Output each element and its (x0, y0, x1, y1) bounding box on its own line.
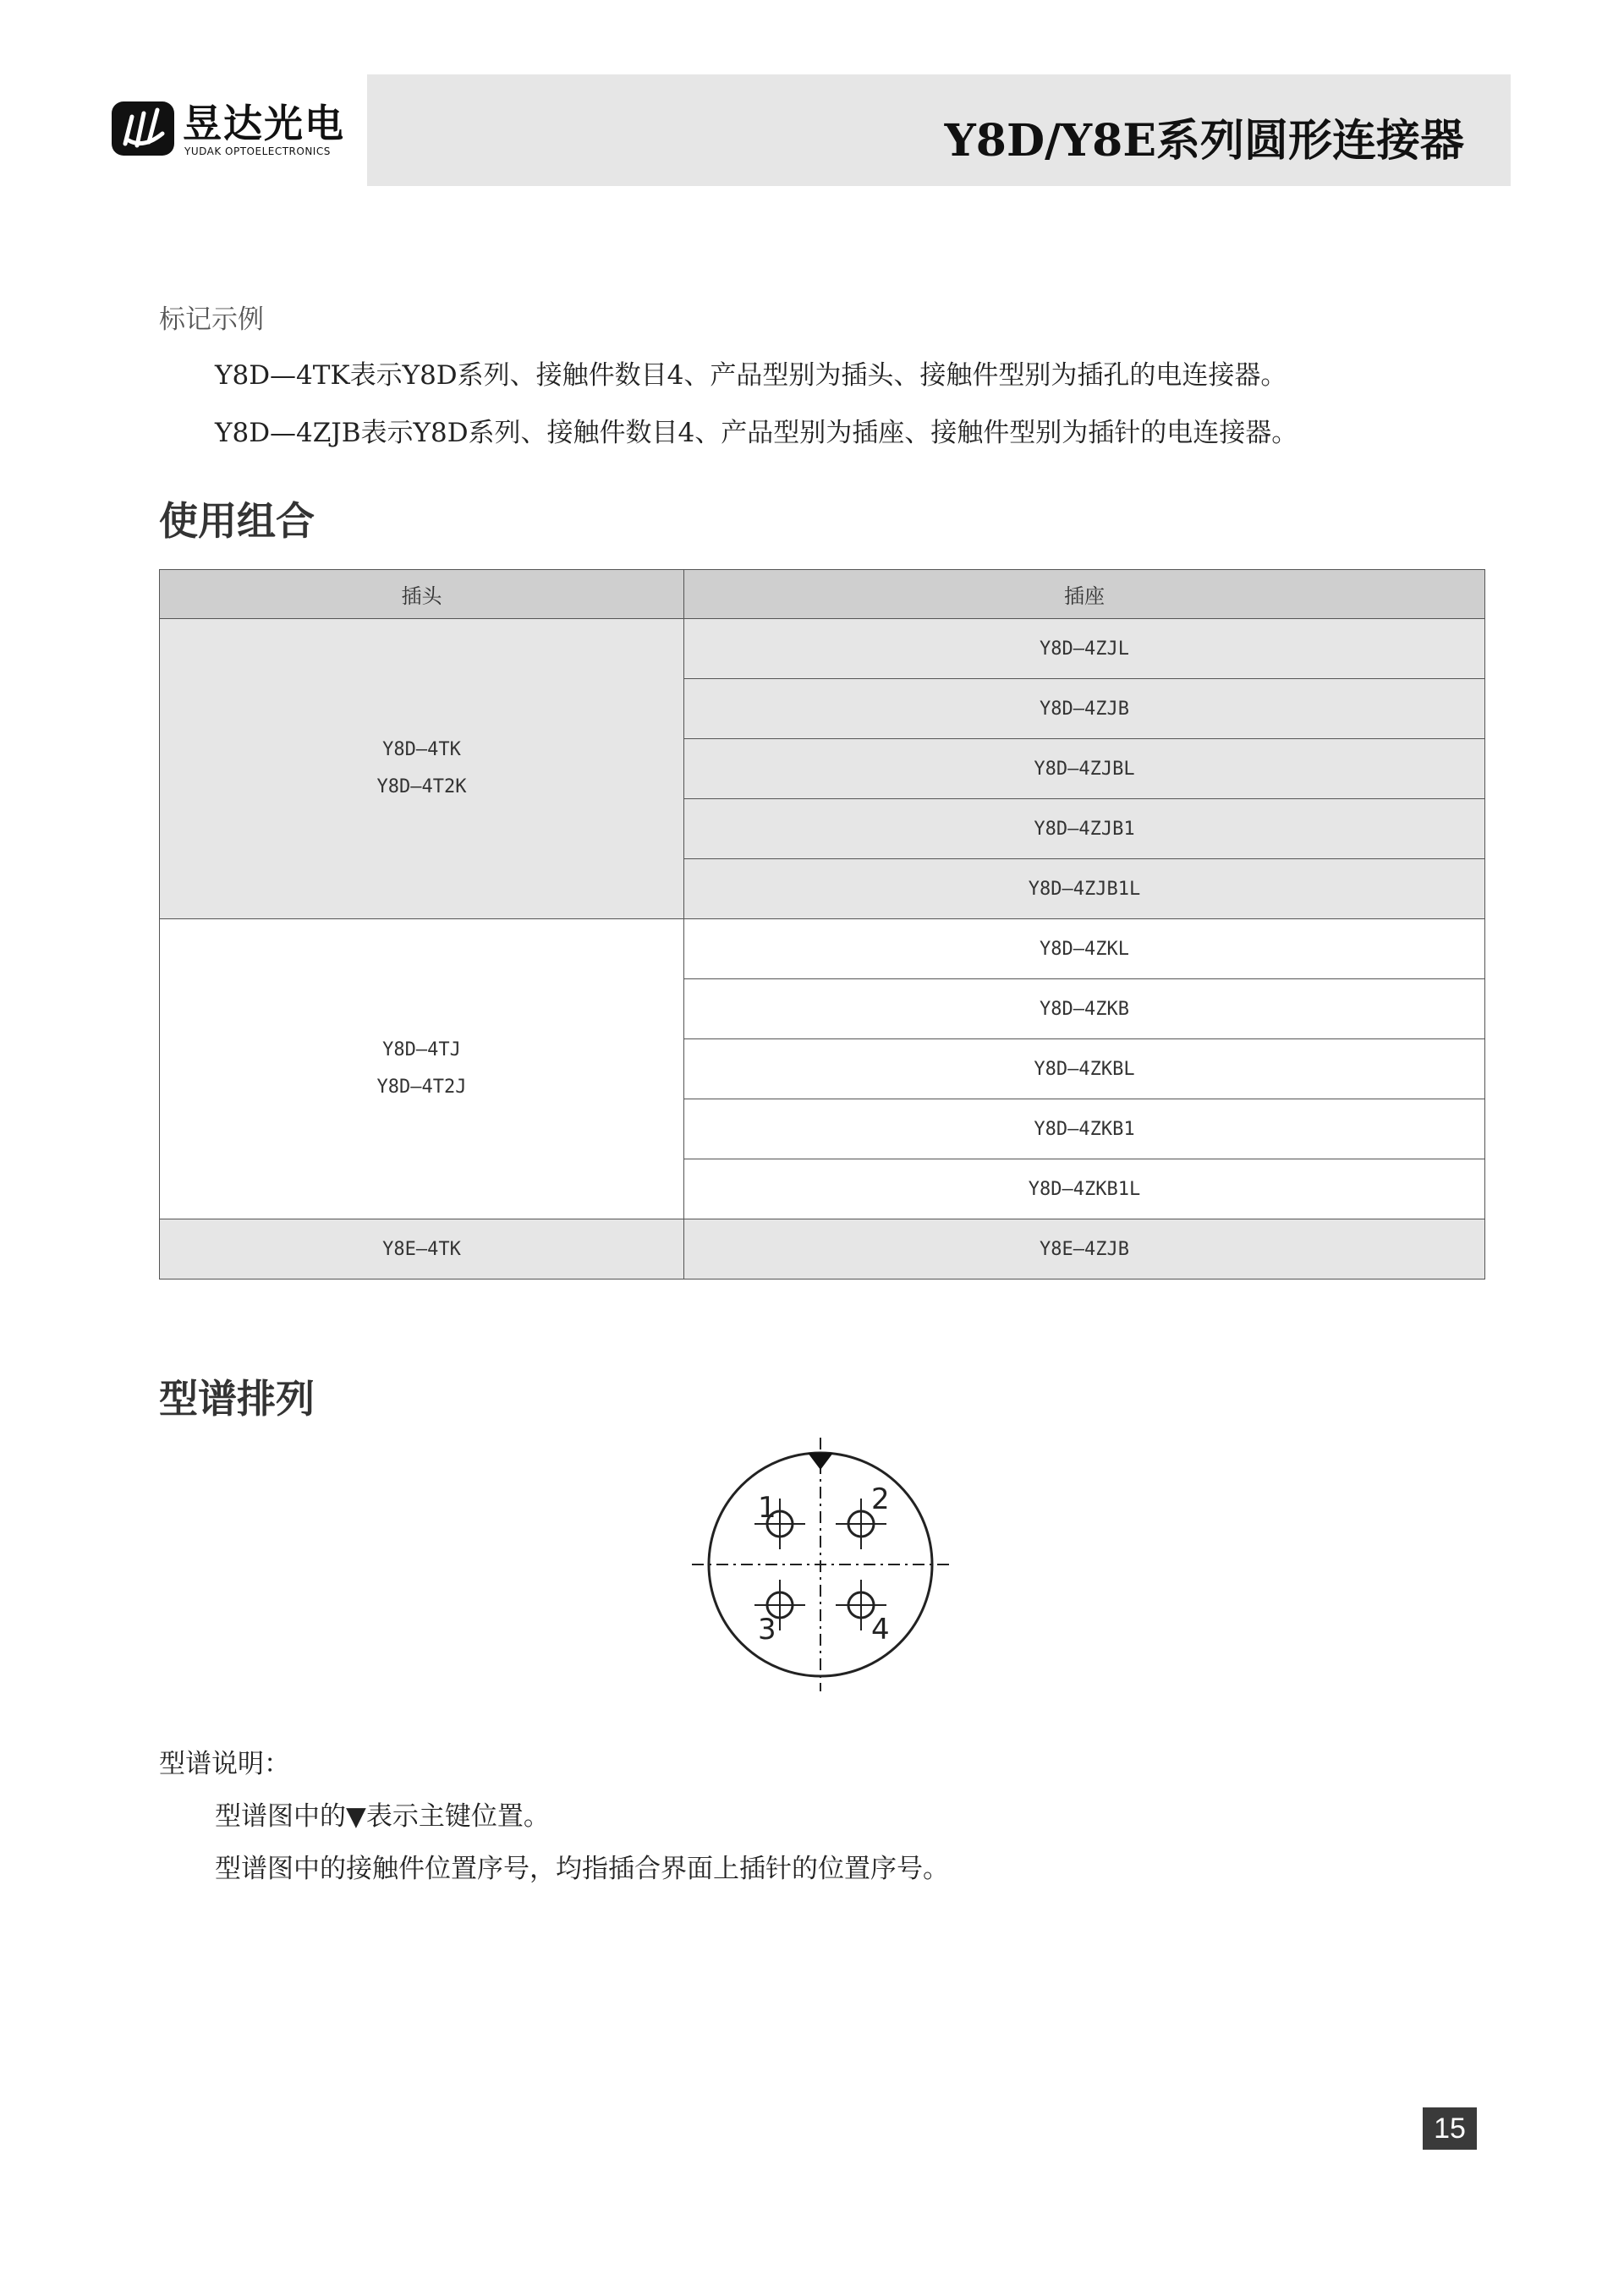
pin-label-1: 1 (758, 1491, 776, 1525)
plug-model: Y8D—4TJ (382, 1039, 461, 1060)
logo-mark-icon (110, 96, 178, 161)
table-row (160, 1219, 1485, 1280)
section-title-combination: 使用组合 (159, 498, 315, 544)
pin-label-2: 2 (871, 1482, 890, 1516)
marking-label: 标记示例 (159, 304, 264, 335)
table-row (160, 619, 1485, 679)
socket-cell: Y8E—4ZJB (684, 1219, 1485, 1280)
layout-note-label: 型谱说明： (159, 1749, 290, 1779)
header-band (367, 74, 1511, 186)
pin-label-4: 4 (871, 1613, 890, 1647)
layout-note-2: 型谱图中的接触件位置序号，均指插合界面上插针的位置序号。 (215, 1854, 949, 1884)
plug-model: Y8D—4T2K (376, 776, 467, 797)
plug-cell (160, 1219, 684, 1280)
plug-cell (160, 619, 684, 919)
column-header-socket: 插座 (684, 570, 1485, 619)
logo-text-en: YUDAK OPTOELECTRONICS (184, 145, 331, 157)
pin-layout-diagram (685, 1429, 956, 1700)
key-position-icon (808, 1453, 833, 1470)
marking-example-2: Y8D—4ZJB表示Y8D系列、接触件数目4、产品型别为插座、接触件型别为插针的电连接器。 (215, 418, 1298, 448)
socket-cell: Y8D—4ZJB (684, 679, 1485, 739)
layout-note-1: 型谱图中的▼表示主键位置。 (215, 1801, 550, 1832)
section-title-layout: 型谱排列 (159, 1376, 315, 1422)
socket-cell: Y8D—4ZKBL (684, 1039, 1485, 1099)
socket-cell: Y8D—4ZKB1L (684, 1159, 1485, 1219)
logo-text-cn: 昱达光电 (183, 101, 345, 146)
socket-cell: Y8D—4ZKL (684, 919, 1485, 979)
company-logo (110, 91, 347, 164)
socket-cell: Y8D—4ZJBL (684, 739, 1485, 799)
marking-example-1: Y8D—4TK表示Y8D系列、接触件数目4、产品型别为插头、接触件型别为插孔的电连接器。 (215, 360, 1287, 391)
pin-label-3: 3 (758, 1613, 776, 1647)
combination-table (159, 569, 1485, 1280)
plug-cell (160, 919, 684, 1219)
column-header-plug: 插头 (160, 570, 684, 619)
plug-model: Y8D—4T2J (376, 1077, 467, 1098)
page-title: Y8D/Y8E系列圆形连接器 (944, 115, 1464, 167)
socket-cell: Y8D—4ZKB1 (684, 1099, 1485, 1159)
socket-cell: Y8D—4ZJB1 (684, 799, 1485, 859)
plug-model: Y8E—4TK (382, 1238, 461, 1260)
socket-cell: Y8D—4ZKB (684, 979, 1485, 1039)
socket-cell: Y8D—4ZJB1L (684, 859, 1485, 919)
plug-model: Y8D—4TK (382, 739, 461, 760)
table-header-row (160, 570, 1485, 619)
table-row (160, 919, 1485, 979)
page-number: 15 (1423, 2107, 1477, 2150)
socket-cell: Y8D—4ZJL (684, 619, 1485, 679)
